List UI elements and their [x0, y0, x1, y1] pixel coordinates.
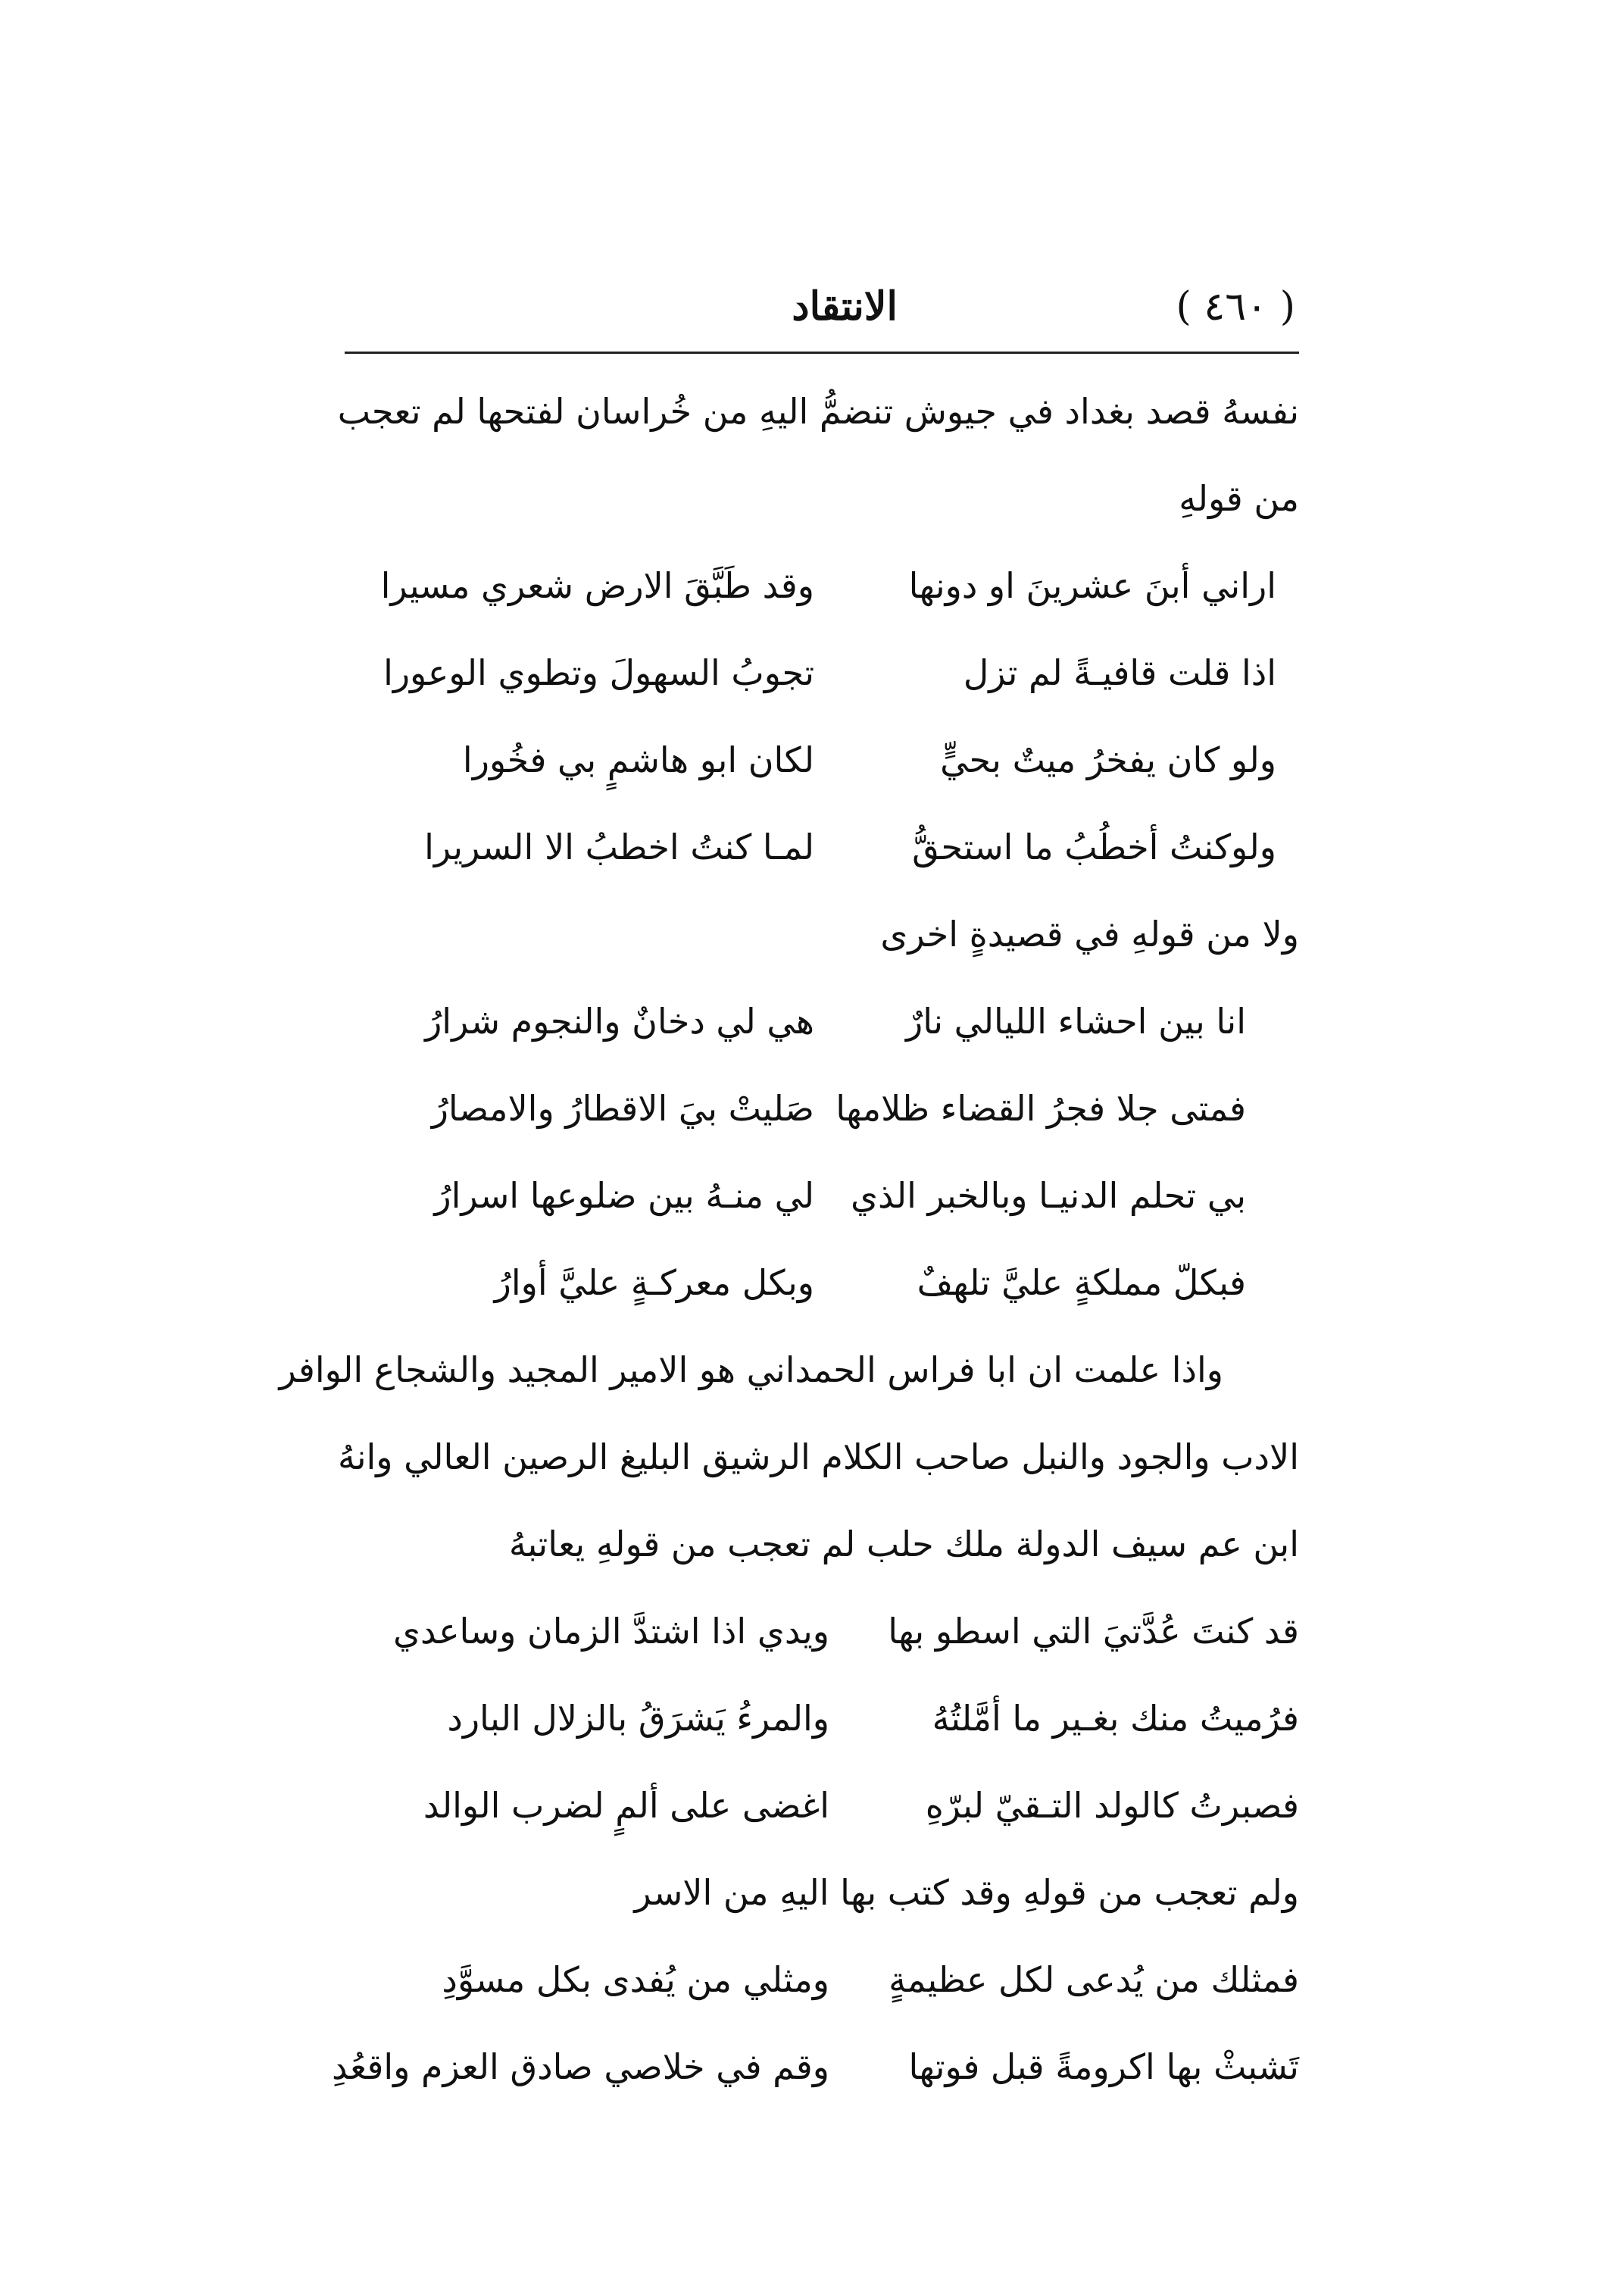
verse-first-hemistich: اذا قلت قافيـةً لم تزل: [963, 652, 1276, 693]
verse-first-hemistich: فبكلّ مملكةٍ عليَّ تلهفٌ: [917, 1262, 1246, 1303]
verse-second-hemistich: وقد طَبَّقَ الارض شعري مسيرا: [380, 565, 814, 606]
verse-line: [348, 1065, 1299, 1152]
prose-line: واذا علمت ان ابا فراس الحمداني هو الامير المجيد والشجاع الوافر: [279, 1349, 1223, 1390]
verse-second-hemistich: اغضى على ألمٍ لضرب الوالد: [423, 1785, 829, 1826]
prose-line: ولم تعجب من قولهِ وقد كتب بها اليهِ من الاسر: [634, 1872, 1299, 1913]
page-number: ( ٤٦٠ ): [1176, 284, 1295, 330]
verse-line: [348, 1762, 1299, 1849]
verse-line: [348, 1152, 1299, 1239]
verse-line: [348, 978, 1299, 1065]
verse-first-hemistich: ولو كان يفخرُ ميتٌ بحيٍّ: [940, 739, 1276, 780]
verse-first-hemistich: انا بين احشاء الليالي نارٌ: [906, 1001, 1246, 1042]
header-rule: [345, 352, 1299, 354]
verse-first-hemistich: تَشبثْ بها اكرومةً قبل فوتها: [908, 2046, 1299, 2087]
verse-line: [348, 630, 1299, 717]
verse-second-hemistich: ومثلي من يُفدى بكل مسوَّدِ: [442, 1959, 829, 2000]
verse-line: [348, 1936, 1299, 2024]
body-text: [279, 368, 1299, 2111]
verse-line: [348, 542, 1299, 630]
prose-line: ابن عم سيف الدولة ملك حلب لم تعجب من قولهِ يعاتبهُ: [508, 1524, 1299, 1564]
verse-line: [348, 1675, 1299, 1762]
page-header: [356, 273, 1295, 341]
verse-line: [332, 2024, 1299, 2111]
verse-second-hemistich: لكان ابو هاشمٍ بي فخُورا: [462, 739, 814, 780]
verse-second-hemistich: لي منـهُ بين ضلوعها اسرارُ: [434, 1175, 814, 1216]
verse-first-hemistich: بي تحلم الدنيـا وبالخبر الذي: [850, 1175, 1246, 1216]
verse-second-hemistich: صَليتْ بيَ الاقطارُ والامصارُ: [431, 1088, 814, 1129]
verse-line: [348, 804, 1299, 891]
verse-second-hemistich: والمرءُ يَشرَقُ بالزلال البارد: [447, 1698, 829, 1739]
running-title: الانتقاد: [792, 283, 898, 330]
verse-second-hemistich: تجوبُ السهولَ وتطوي الوعورا: [383, 652, 814, 693]
verse-second-hemistich: ويدي اذا اشتدَّ الزمان وساعدي: [392, 1611, 829, 1652]
prose-line: ولا من قولهِ في قصيدةٍ اخرى: [880, 914, 1299, 955]
verse-second-hemistich: لمـا كنتُ اخطبُ الا السريرا: [424, 827, 814, 867]
verse-first-hemistich: فمثلك من يُدعى لكل عظيمةٍ: [889, 1959, 1299, 2000]
verse-second-hemistich: وقم في خلاصي صادق العزم واقعُدِ: [332, 2046, 829, 2087]
prose-line: من قولهِ: [1179, 478, 1299, 519]
verse-line: [348, 1239, 1299, 1327]
verse-second-hemistich: وبكل معركـةٍ عليَّ أوارُ: [494, 1262, 814, 1303]
verse-first-hemistich: فمتى جلا فجرُ القضاء ظلامها: [835, 1088, 1246, 1129]
verse-second-hemistich: هي لي دخانٌ والنجوم شرارُ: [425, 1001, 814, 1042]
verse-line: [348, 717, 1299, 804]
verse-line: [348, 1588, 1299, 1675]
verse-first-hemistich: قد كنتَ عُدَّتيَ التي اسطو بها: [888, 1611, 1299, 1652]
prose-line: الادب والجود والنبل صاحب الكلام الرشيق البليغ الرصين العالي وانهُ: [338, 1436, 1299, 1477]
verse-first-hemistich: فصبرتُ كالولد التـقيّ لبرّهِ: [925, 1785, 1299, 1826]
prose-line: نفسهُ قصد بغداد في جيوش تنضمُّ اليهِ من خُراسان لفتحها لم تعجب: [337, 391, 1299, 432]
verse-first-hemistich: ولوكنتُ أخطُبُ ما استحقُّ: [912, 827, 1276, 867]
verse-first-hemistich: فرُميتُ منك بغـير ما أمَّلتُهُ: [932, 1698, 1299, 1739]
verse-first-hemistich: اراني أبنَ عشرينَ او دونها: [908, 565, 1276, 606]
